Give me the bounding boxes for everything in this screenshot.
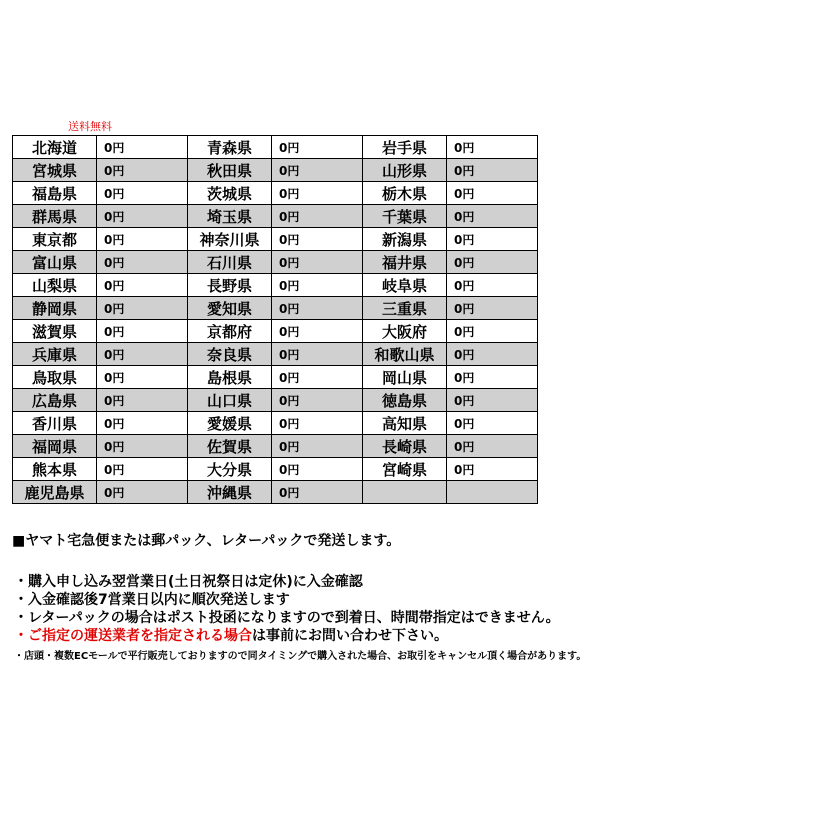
- prefecture-cell: 神奈川県: [188, 228, 272, 251]
- prefecture-cell: 青森県: [188, 136, 272, 159]
- prefecture-cell: 大分県: [188, 458, 272, 481]
- table-row: [13, 228, 538, 251]
- table-row: [13, 320, 538, 343]
- prefecture-cell: 福井県: [363, 251, 447, 274]
- table-row: [13, 435, 538, 458]
- fee-cell: 0円: [97, 182, 188, 205]
- table-row: [13, 205, 538, 228]
- table-row: [13, 389, 538, 412]
- note-letterpack: ・レターパックの場合はポスト投函になりますので到着日、時間帯指定はできません。: [14, 610, 560, 626]
- prefecture-cell: 京都府: [188, 320, 272, 343]
- fee-cell: 0円: [447, 136, 538, 159]
- table-row: [13, 297, 538, 320]
- fee-cell: 0円: [97, 136, 188, 159]
- prefecture-cell: 新潟県: [363, 228, 447, 251]
- fee-cell: 0円: [97, 481, 188, 504]
- fee-cell: 0円: [447, 205, 538, 228]
- prefecture-cell: 三重県: [363, 297, 447, 320]
- fee-cell: [447, 481, 538, 504]
- fee-cell: 0円: [272, 205, 363, 228]
- fee-cell: 0円: [272, 458, 363, 481]
- table-row: [13, 159, 538, 182]
- note-payment-confirm: ・購入申し込み翌営業日(土日祝祭日は定休)に入金確認: [14, 574, 363, 590]
- fee-cell: 0円: [447, 228, 538, 251]
- prefecture-cell: 奈良県: [188, 343, 272, 366]
- fee-cell: 0円: [272, 320, 363, 343]
- fee-cell: 0円: [447, 412, 538, 435]
- note-cancellation: ・店頭・複数ECモールで平行販売しておりますので同タイミングで購入された場合、お取引をキャンセル頂く場合があります。: [14, 651, 587, 662]
- prefecture-cell: 岩手県: [363, 136, 447, 159]
- fee-cell: 0円: [272, 297, 363, 320]
- prefecture-cell: [363, 481, 447, 504]
- prefecture-cell: 福岡県: [13, 435, 97, 458]
- shipping-method-notice: ■ヤマト宅急便または郵パック、レターパックで発送します。: [12, 533, 401, 549]
- fee-cell: 0円: [447, 274, 538, 297]
- prefecture-cell: 香川県: [13, 412, 97, 435]
- prefecture-cell: 徳島県: [363, 389, 447, 412]
- prefecture-cell: 北海道: [13, 136, 97, 159]
- table-row: [13, 412, 538, 435]
- table-row: [13, 274, 538, 297]
- prefecture-cell: 兵庫県: [13, 343, 97, 366]
- fee-cell: 0円: [272, 412, 363, 435]
- table-row: [13, 366, 538, 389]
- prefecture-cell: 熊本県: [13, 458, 97, 481]
- fee-cell: 0円: [447, 297, 538, 320]
- fee-cell: 0円: [272, 481, 363, 504]
- fee-cell: 0円: [272, 435, 363, 458]
- prefecture-cell: 沖縄県: [188, 481, 272, 504]
- table-row: [13, 343, 538, 366]
- prefecture-cell: 岡山県: [363, 366, 447, 389]
- fee-cell: 0円: [97, 366, 188, 389]
- fee-cell: 0円: [447, 320, 538, 343]
- fee-cell: 0円: [447, 343, 538, 366]
- prefecture-cell: 高知県: [363, 412, 447, 435]
- prefecture-cell: 鹿児島県: [13, 481, 97, 504]
- prefecture-cell: 長崎県: [363, 435, 447, 458]
- fee-cell: 0円: [447, 182, 538, 205]
- prefecture-cell: 秋田県: [188, 159, 272, 182]
- prefecture-cell: 富山県: [13, 251, 97, 274]
- fee-cell: 0円: [97, 159, 188, 182]
- note-carrier-highlight: ・ご指定の運送業者を指定される場合: [14, 628, 252, 644]
- fee-cell: 0円: [97, 320, 188, 343]
- fee-cell: 0円: [447, 159, 538, 182]
- fee-cell: 0円: [272, 136, 363, 159]
- fee-cell: 0円: [447, 458, 538, 481]
- prefecture-cell: 宮城県: [13, 159, 97, 182]
- prefecture-cell: 島根県: [188, 366, 272, 389]
- prefecture-cell: 鳥取県: [13, 366, 97, 389]
- fee-cell: 0円: [97, 297, 188, 320]
- shipping-fee-table: [12, 135, 538, 504]
- free-shipping-label: 送料無料: [68, 120, 112, 133]
- note-carrier: [14, 627, 586, 645]
- prefecture-cell: 群馬県: [13, 205, 97, 228]
- prefecture-cell: 埼玉県: [188, 205, 272, 228]
- fee-cell: 0円: [272, 159, 363, 182]
- prefecture-cell: 山梨県: [13, 274, 97, 297]
- prefecture-cell: 広島県: [13, 389, 97, 412]
- fee-cell: 0円: [97, 458, 188, 481]
- table-row: [13, 481, 538, 504]
- fee-cell: 0円: [272, 366, 363, 389]
- fee-cell: 0円: [447, 366, 538, 389]
- fee-cell: 0円: [97, 274, 188, 297]
- prefecture-cell: 愛知県: [188, 297, 272, 320]
- note-carrier-rest: は事前にお問い合わせ下さい。: [252, 628, 448, 644]
- fee-cell: 0円: [272, 251, 363, 274]
- prefecture-cell: 福島県: [13, 182, 97, 205]
- table-row: [13, 251, 538, 274]
- prefecture-cell: 千葉県: [363, 205, 447, 228]
- note-shipping-time: ・入金確認後7営業日以内に順次発送します: [14, 592, 290, 608]
- notes-list: [14, 573, 586, 664]
- prefecture-cell: 山口県: [188, 389, 272, 412]
- prefecture-cell: 宮崎県: [363, 458, 447, 481]
- prefecture-cell: 長野県: [188, 274, 272, 297]
- fee-cell: 0円: [97, 251, 188, 274]
- fee-cell: 0円: [97, 205, 188, 228]
- prefecture-cell: 佐賀県: [188, 435, 272, 458]
- prefecture-cell: 岐阜県: [363, 274, 447, 297]
- fee-cell: 0円: [272, 182, 363, 205]
- prefecture-cell: 山形県: [363, 159, 447, 182]
- fee-cell: 0円: [97, 228, 188, 251]
- table-row: [13, 458, 538, 481]
- prefecture-cell: 東京都: [13, 228, 97, 251]
- table-row: [13, 136, 538, 159]
- fee-cell: 0円: [97, 412, 188, 435]
- prefecture-cell: 栃木県: [363, 182, 447, 205]
- fee-cell: 0円: [447, 435, 538, 458]
- fee-cell: 0円: [272, 389, 363, 412]
- fee-cell: 0円: [272, 228, 363, 251]
- prefecture-cell: 和歌山県: [363, 343, 447, 366]
- fee-cell: 0円: [447, 389, 538, 412]
- fee-cell: 0円: [272, 343, 363, 366]
- prefecture-cell: 石川県: [188, 251, 272, 274]
- table-row: [13, 182, 538, 205]
- prefecture-cell: 愛媛県: [188, 412, 272, 435]
- fee-cell: 0円: [97, 343, 188, 366]
- fee-cell: 0円: [97, 435, 188, 458]
- fee-cell: 0円: [97, 389, 188, 412]
- prefecture-cell: 滋賀県: [13, 320, 97, 343]
- fee-cell: 0円: [447, 251, 538, 274]
- prefecture-cell: 大阪府: [363, 320, 447, 343]
- prefecture-cell: 静岡県: [13, 297, 97, 320]
- fee-cell: 0円: [272, 274, 363, 297]
- prefecture-cell: 茨城県: [188, 182, 272, 205]
